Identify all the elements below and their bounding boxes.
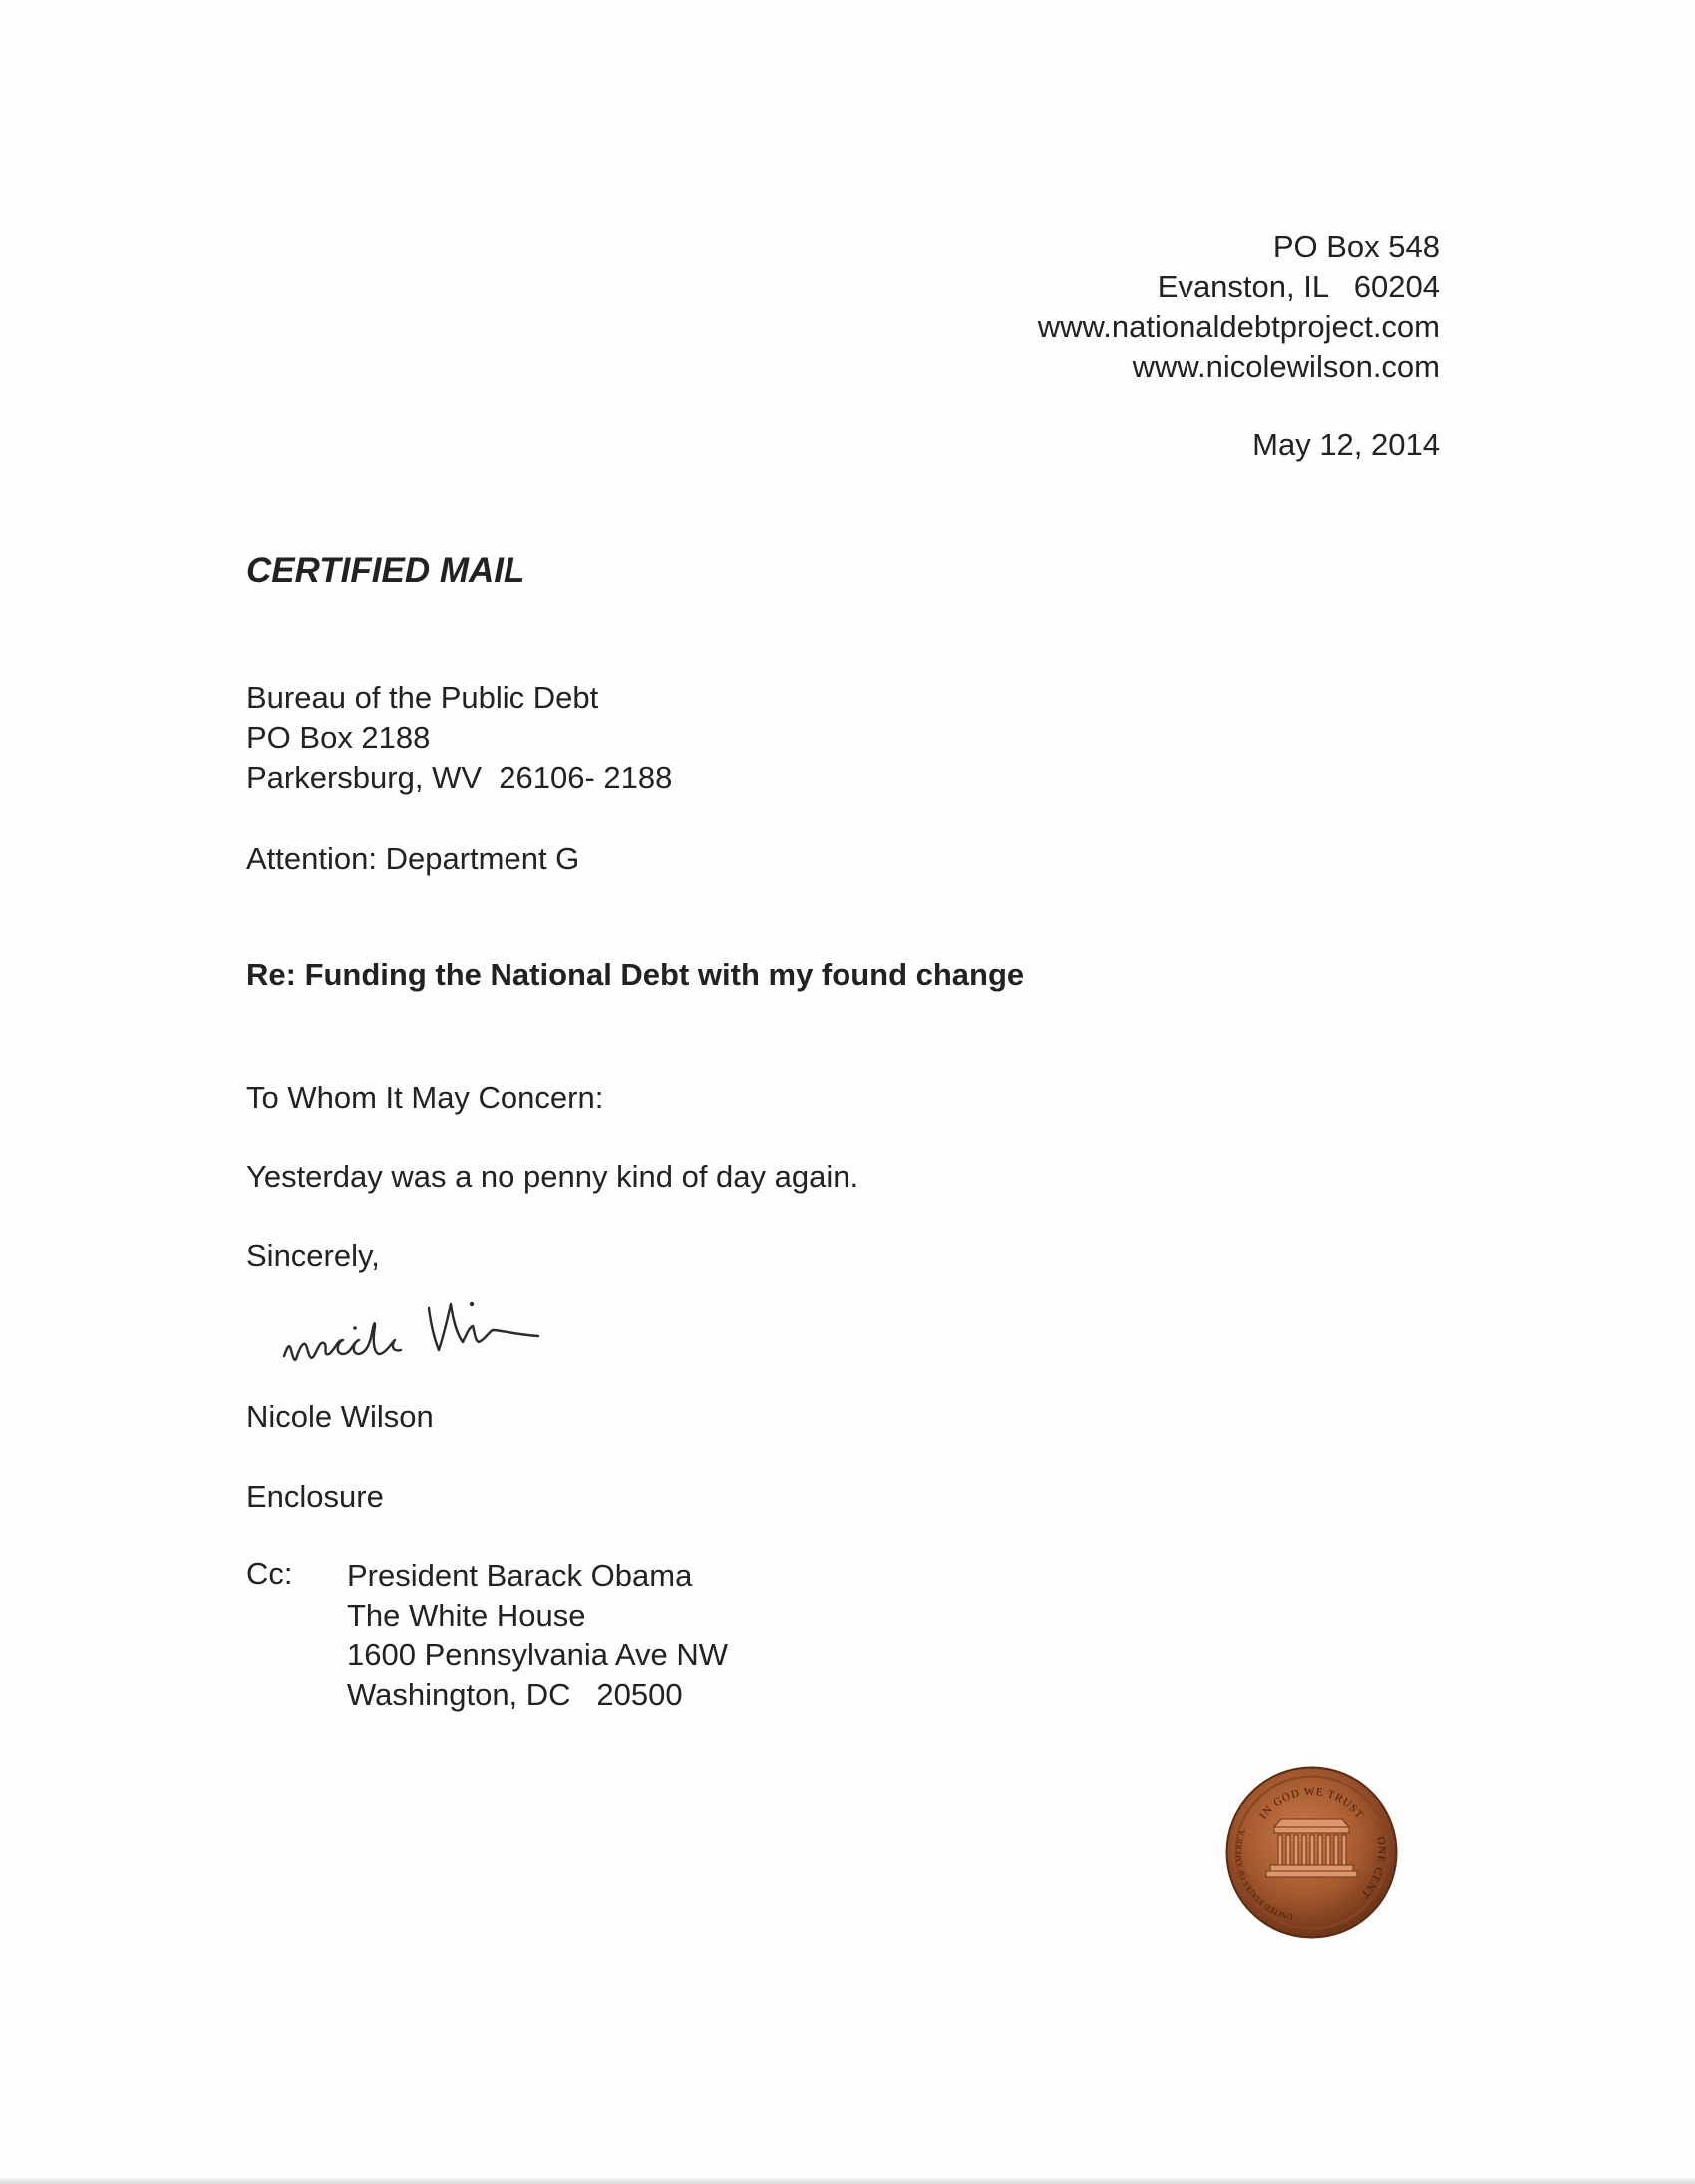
sender-website-2: www.nicolewilson.com [1132,349,1440,384]
certified-mail-heading: CERTIFIED MAIL [246,551,525,590]
recipient-name: Bureau of the Public Debt [246,680,599,715]
attention-line: Attention: Department G [246,841,580,876]
cc-street: 1600 Pennsylvania Ave NW [347,1638,728,1672]
sender-address-block [1038,227,1440,387]
signature-last-name-stroke [429,1304,538,1350]
handwritten-signature [279,1278,568,1378]
cc-recipient-org: The White House [347,1598,586,1633]
recipient-address-block [246,678,672,798]
recipient-city-state-zip: Parkersburg, WV 26106- 2188 [246,760,673,795]
sender-website-1: www.nationaldebtproject.com [1037,309,1440,344]
cc-recipient-name: President Barack Obama [347,1558,693,1593]
recipient-po-box: PO Box 2188 [246,720,431,755]
penny-coin-image [1224,1765,1399,1940]
scan-bottom-edge [0,2178,1695,2184]
cc-address-block [347,1556,728,1715]
signature-i-dot [470,1302,474,1306]
cc-label: Cc: [246,1556,293,1591]
cc-city-state-zip: Washington, DC 20500 [347,1677,683,1712]
signature-i-dot-2 [353,1326,357,1330]
letter-body: Yesterday was a no penny kind of day again. [246,1159,859,1194]
signature-first-name-stroke [284,1323,401,1360]
sender-po-box: PO Box 548 [1272,229,1440,264]
letter-date: May 12, 2014 [1252,427,1440,462]
sender-city-state-zip: Evanston, IL 60204 [1157,269,1440,304]
penny-motto: IN GOD WE TRUST [1257,1785,1366,1822]
subject-line: Re: Funding the National Debt with my found change [246,957,1025,992]
lincoln-memorial-icon [1266,1819,1357,1877]
penny-country-text: UNITED STATES OF AMERICA [1234,1828,1294,1922]
closing: Sincerely, [246,1238,380,1273]
salutation: To Whom It May Concern: [246,1080,604,1115]
penny-denomination-text: ONE CENT [1357,1836,1388,1901]
signer-name: Nicole Wilson [246,1399,434,1434]
enclosure-note: Enclosure [246,1479,384,1514]
